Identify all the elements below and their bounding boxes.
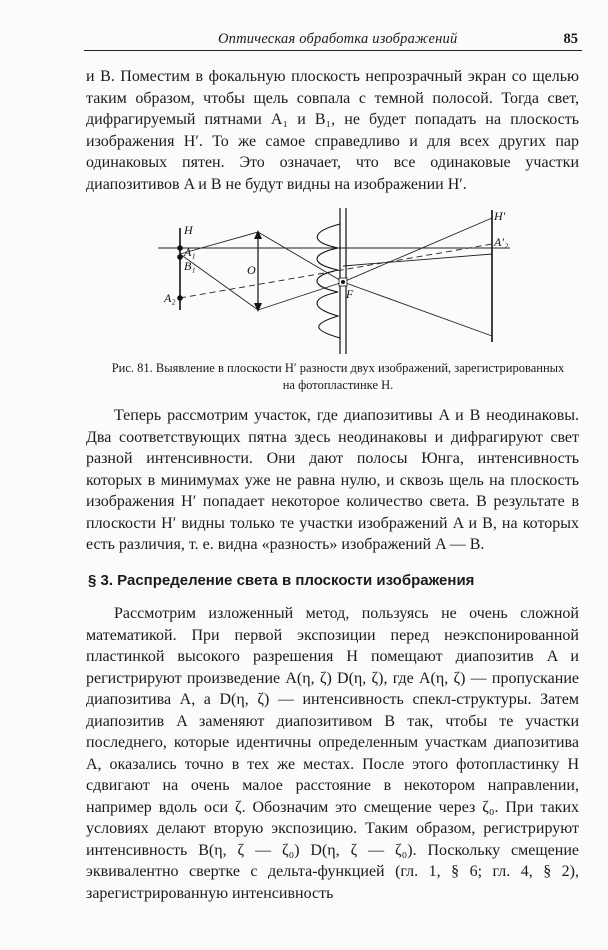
label-b1: B₁ [184, 259, 196, 273]
figure-81-diagram [150, 206, 540, 356]
running-title: Оптическая обработка изображений [218, 31, 458, 47]
figure-caption: Рис. 81. Выявление в плоскости H′ разности двух изображений, зарегистрированных на фотопластинке H. [111, 361, 565, 392]
page-number: 85 [563, 31, 578, 47]
section-heading: § 3. Распределение света в плоскости изображения [88, 572, 475, 589]
point-f [341, 280, 345, 284]
label-a2-prime: A′₂ [494, 235, 509, 249]
converging-ray-upper [258, 232, 343, 282]
diverging-ray-upper [343, 218, 492, 282]
paragraph-1: и B. Поместим в фокальную плоскость непрозрачный экран со щелью таким образом, чтобы щель совпала с темной полосой. Тогда свет, дифрагируемый пятнами A₁ и B₁, не будет попадать на плоскость изображения H′. То же самое справедливо и для всех других пар одинаковых пятен. Это означает, что все одинаковые участки диапозитивов A и B не будут видны на изображении H′. [86, 68, 579, 193]
diverging-ray-middle [343, 254, 492, 266]
running-header [84, 30, 582, 51]
point-b1 [177, 254, 183, 260]
label-f: F [346, 287, 354, 301]
paragraph-3: Рассмотрим изложенный метод, пользуясь не очень сложной математикой. При первой экспозиции перед неэкспонированной пластинкой высокого разрешения H помещают диапозитив A и регистрируют произведение A(η, ζ) D(η, ζ), где A(η, ζ) — пропускание диапозитива A, а D(η, ζ) — интенсивность спекл-структуры. Затем диапозитив A заменяют диапозитивом B так, чтобы те участки последнего, которые идентичны определенным участкам диапозитива A, оказались точно в тех же местах. После этого фотопластинку H сдвигают на очень малое расстояние в некотором направлении, например вдоль оси ζ. Обозначим это смещение через ζ₀. При таких условиях делают вторую экспозицию. Таким образом, регистрируют интенсивность B(η, ζ — ζ₀) D(η, ζ — ζ₀). Поскольку смещение эквивалентно свертке с дельта-функцией (гл. 1, § 6; гл. 4, § 2), зарегистрированную интенсивность [86, 605, 579, 902]
label-a2: A₂ [164, 291, 176, 305]
label-h: H [184, 223, 193, 237]
optical-diagram [150, 206, 540, 356]
label-h-prime: H′ [494, 209, 506, 223]
label-a1: A₁ [184, 245, 196, 259]
paragraph-2: Теперь рассмотрим участок, где диапозитивы A и B неодинаковы. Два соответствующих пятна здесь неодинаковы и дифрагируют свет разной интенсивности. Они дают полосы Юнга, интенсивность которых в минимумах уже не равна нулю, и сквозь щель на плоскость изображения H′ попадает некоторое количество света. В результате в плоскости H′ видны только те участки изображений A и B, на которых есть различия, т. е. видна «разность» изображений A — B. [86, 407, 580, 553]
young-fringes-curve [317, 224, 340, 338]
converging-ray-lower [258, 282, 343, 310]
diverging-ray-lower [343, 282, 492, 336]
point-a1 [177, 245, 183, 251]
point-a2 [177, 295, 183, 301]
label-o: O [247, 263, 256, 277]
lens-top-arrow [254, 230, 262, 239]
